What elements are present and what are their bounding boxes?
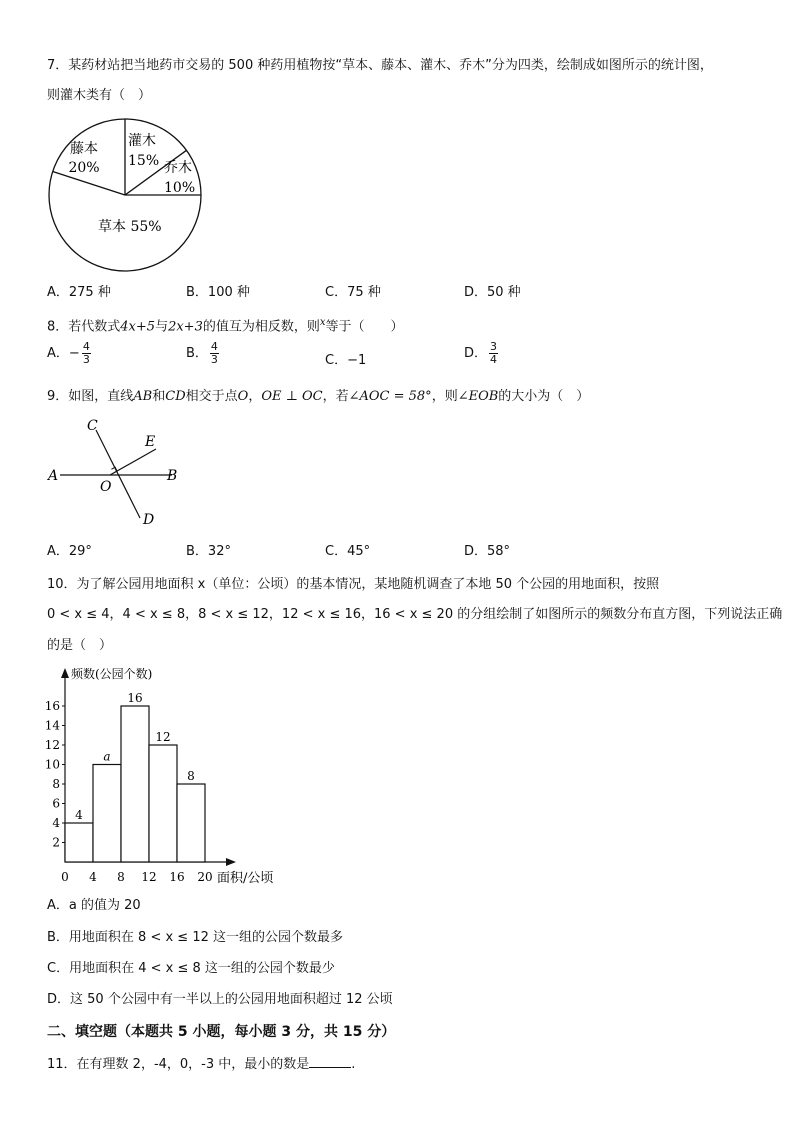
q9-stem: 9．如图，直线AB和CD相交于点O，OE ⊥ OC，若∠AOC = 58°，则∠EOB的大小为（ ） — [47, 389, 590, 404]
q7-stem-line2: 则灌木类有（ ） — [47, 88, 152, 103]
bar-data-label: 4 — [75, 808, 83, 822]
y-tick-label: 14 — [44, 718, 60, 733]
q7-stem-line1: 7．某药材站把当地药市交易的 500 种药用植物按“草本、藤本、灌木、乔木”分为四类，绘制成如图所示的统计图， — [47, 58, 713, 73]
q10-option-a: A．a 的值为 20 — [47, 898, 141, 913]
point-label-e: E — [145, 434, 156, 450]
y-tick-label: 12 — [44, 738, 60, 752]
section-2-title: 二、填空题（本题共 5 小题，每小题 3 分，共 15 分） — [47, 1024, 396, 1040]
y-tick-label: 2 — [52, 835, 60, 850]
q7-option-d: D．50 种 — [464, 285, 521, 300]
answer-blank[interactable] — [309, 1055, 351, 1068]
pie-label-vine: 藤本 — [70, 141, 98, 157]
q9-option-c: C．45° — [325, 544, 371, 559]
pie-label-shrub: 灌木 — [128, 133, 156, 149]
y-axis-label: 频数(公园个数) — [71, 667, 153, 681]
bar-data-label: 8 — [187, 769, 195, 783]
q9-option-b: B．32° — [186, 544, 231, 559]
bar-data-label: 16 — [127, 691, 143, 705]
q9-option-d: D．58° — [464, 544, 511, 559]
pie-label-tree: 乔木 — [164, 160, 192, 176]
q8-stem: 8．若代数式4x+5与2x+3的值互为相反数，则$^x$等于（ ） — [47, 317, 404, 335]
histogram-bar — [177, 784, 205, 862]
point-label-d: D — [143, 512, 155, 528]
pie-label-herb: 草本 55% — [98, 219, 162, 235]
line-cd — [96, 430, 140, 518]
histogram-bar — [121, 706, 149, 862]
histogram-bar — [65, 823, 93, 862]
q10-stem-line3: 的是（ ） — [47, 638, 113, 653]
q10-option-b: B．用地面积在 8 < x ≤ 12 这一组的公园个数最多 — [47, 930, 344, 945]
x-axis-arrow — [226, 858, 236, 866]
pie-chart — [44, 114, 208, 278]
q9-option-a: A．29° — [47, 544, 92, 559]
pie-pct-vine: 20% — [68, 160, 100, 176]
x-tick-label: 4 — [89, 870, 97, 884]
x-tick-label: 8 — [117, 870, 125, 884]
y-tick-label: 6 — [52, 796, 60, 811]
y-tick-label: 8 — [52, 777, 60, 791]
q10-option-d: D．这 50 个公园中有一半以上的公园用地面积超过 12 公顷 — [47, 992, 393, 1007]
y-tick-label: 10 — [44, 757, 60, 772]
q10-option-c: C．用地面积在 4 < x ≤ 8 这一组的公园个数最少 — [47, 961, 335, 976]
x-axis-label: 面积/公顷 — [217, 871, 274, 886]
histogram-bar — [93, 765, 121, 863]
histogram-bar — [149, 745, 177, 862]
point-label-a: A — [48, 468, 59, 484]
point-label-o: O — [100, 479, 112, 495]
pie-pct-tree: 10% — [164, 180, 196, 196]
x-tick-label: 20 — [197, 870, 213, 884]
y-tick-label: 4 — [52, 816, 60, 830]
q10-stem-line2: 0 < x ≤ 4，4 < x ≤ 8，8 < x ≤ 12，12 < x ≤ 16，16 < x ≤ 20 的分组绘制了如图所示的频数分布直方图，下列说法正确 — [47, 607, 783, 622]
x-tick-label: 0 — [61, 870, 69, 884]
q8-option-b: B． $\frac{4}{3}$ — [186, 340, 218, 366]
bar-data-label: 12 — [155, 730, 171, 744]
bar-data-label: a — [103, 749, 111, 764]
q8-option-c: C．−1 — [325, 353, 367, 368]
geometry-figure — [44, 414, 194, 532]
point-label-c: C — [87, 418, 98, 434]
q8-option-d: D． $\frac{3}{4}$ — [464, 340, 498, 366]
q8-option-a: A．− $\frac{4}{3}$ — [47, 340, 90, 366]
q10-stem-line1: 10．为了解公园用地面积 x（单位：公顷）的基本情况，某地随机调查了本地 50 个公园的用地面积，按照 — [47, 577, 660, 592]
y-axis-arrow — [61, 668, 69, 678]
x-tick-label: 12 — [141, 870, 157, 884]
q7-option-b: B．100 种 — [186, 285, 250, 300]
pie-pct-shrub: 15% — [128, 153, 160, 169]
y-tick-label: 16 — [44, 699, 60, 713]
point-label-b: B — [167, 468, 178, 484]
q7-option-c: C．75 种 — [325, 285, 381, 300]
q7-option-a: A．275 种 — [47, 285, 111, 300]
q11-stem: 11．在有理数 2，-4，0，-3 中，最小的数是 . — [47, 1057, 356, 1072]
x-tick-label: 16 — [169, 870, 185, 884]
histogram — [40, 660, 290, 890]
